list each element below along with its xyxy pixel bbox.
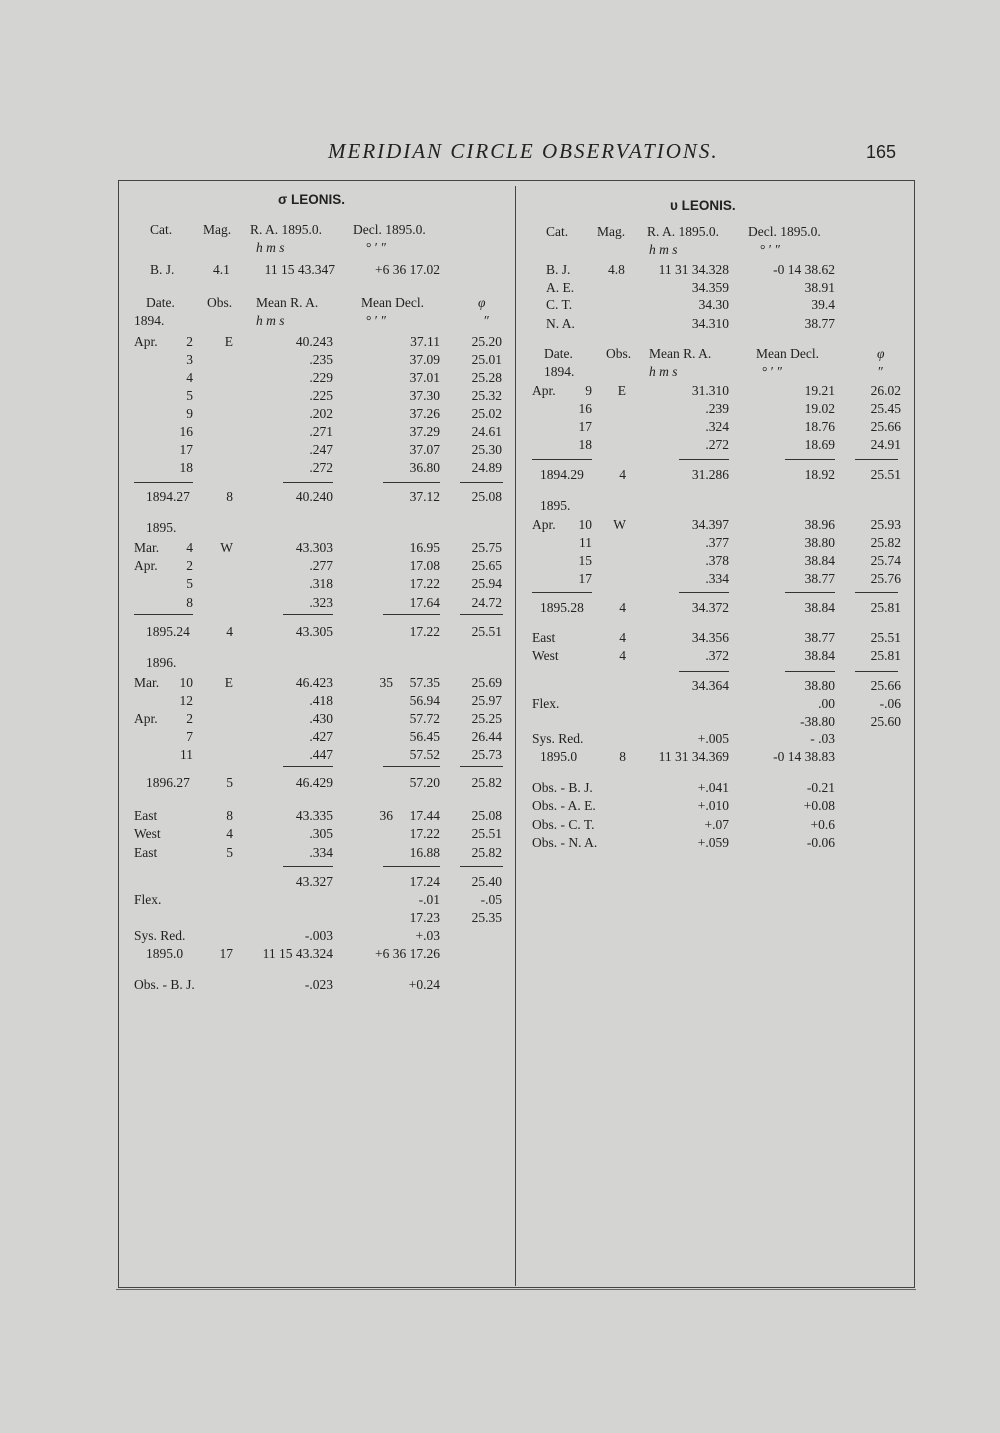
row-date: East	[134, 808, 158, 823]
row-obs: E	[617, 383, 626, 398]
row-phi: 25.02	[471, 406, 502, 421]
row-day: 17	[578, 419, 592, 434]
row-mean-decl: 17.23	[409, 910, 440, 925]
row-date: West	[134, 826, 161, 841]
cat-row-ra: 11 31 34.328	[658, 262, 729, 277]
row-mean-ra: +.005	[697, 731, 729, 746]
row-phi: 25.66	[870, 419, 901, 434]
header-phi: φ	[877, 346, 885, 361]
header-date: Date.	[146, 295, 175, 310]
row-day: 15	[578, 553, 592, 568]
row-mean-decl: 57.20	[409, 775, 440, 790]
star-name: υ LEONIS.	[670, 198, 736, 213]
row-mean-decl: 16.88	[409, 845, 440, 860]
row-obs: 4	[619, 648, 626, 663]
header-mag: Mag.	[597, 224, 626, 239]
sum-rule	[785, 459, 835, 460]
row-obs: 5	[226, 845, 233, 860]
row-day: 11	[579, 535, 592, 550]
row-phi: 25.66	[870, 678, 901, 693]
ra-units-2: h m s	[649, 364, 678, 379]
header-mean-decl: Mean Decl.	[361, 295, 424, 310]
row-mean-ra: .318	[309, 576, 333, 591]
row-obs: W	[220, 540, 233, 555]
row-day: 17	[179, 442, 193, 457]
cat-row-decl: -0 14 38.62	[773, 262, 835, 277]
row-mean-decl: +0.08	[803, 798, 835, 813]
row-phi: 25.82	[471, 775, 502, 790]
row-mean-decl: 17.22	[409, 826, 440, 841]
row-mean-ra: .447	[309, 747, 333, 762]
row-mean-decl: -38.80	[800, 714, 835, 729]
row-phi: 25.40	[471, 874, 502, 889]
header-mean-decl: Mean Decl.	[756, 346, 819, 361]
row-date: 1894.29	[540, 467, 584, 482]
row-date: Obs. - N. A.	[532, 835, 598, 850]
sum-rule	[679, 592, 729, 593]
header-mag: Mag.	[203, 222, 232, 237]
row-mean-decl: 37.26	[409, 406, 440, 421]
row-phi: -.06	[879, 696, 901, 711]
sum-rule	[283, 614, 333, 615]
row-obs: 8	[619, 749, 626, 764]
cat-row-decl: +6 36 17.02	[375, 262, 440, 277]
row-day: 11	[180, 747, 193, 762]
row-mean-decl: 38.84	[804, 553, 835, 568]
row-date: 1895.	[146, 520, 177, 535]
ra-units: h m s	[649, 242, 678, 257]
row-mean-ra: 11 31 34.369	[658, 749, 729, 764]
row-mean-ra: .324	[705, 419, 729, 434]
row-mean-ra: .377	[705, 535, 729, 550]
row-date: Obs. - B. J.	[532, 780, 593, 795]
row-date: 1895.	[540, 498, 571, 513]
cat-row-ra: 34.359	[691, 280, 729, 295]
sum-rule	[283, 482, 333, 483]
row-mean-ra: 40.240	[295, 489, 333, 504]
row-date: 1896.27	[146, 775, 190, 790]
row-mean-ra: 11 15 43.324	[262, 946, 333, 961]
row-date: 1895.28	[540, 600, 584, 615]
row-mean-decl: 37.30	[409, 388, 440, 403]
row-day: 4	[186, 370, 193, 385]
row-mean-ra: .271	[309, 424, 333, 439]
row-mean-ra: 40.243	[295, 334, 333, 349]
row-obs: 17	[219, 946, 233, 961]
row-phi: 26.02	[870, 383, 901, 398]
cat-row-cat: B. J.	[546, 262, 571, 277]
header-decl: Decl. 1895.0.	[748, 224, 821, 239]
row-day: 10	[179, 675, 193, 690]
column-divider	[515, 186, 516, 1286]
header-phi: φ	[478, 295, 486, 310]
sum-rule	[383, 614, 440, 615]
row-phi: 24.72	[471, 595, 502, 610]
row-day: 2	[186, 558, 193, 573]
row-date: 1895.0	[540, 749, 578, 764]
row-mean-decl: 36.80	[409, 460, 440, 475]
row-mean-ra: 43.335	[295, 808, 333, 823]
row-day: 16	[578, 401, 592, 416]
row-mean-ra: 43.305	[295, 624, 333, 639]
row-decl-deg: 35	[379, 675, 393, 690]
row-obs: 4	[619, 467, 626, 482]
page-number: 165	[866, 142, 897, 162]
sum-rule	[785, 592, 835, 593]
row-mean-decl: 37.07	[409, 442, 440, 457]
row-date: Apr.	[532, 383, 556, 398]
header-mean-ra: Mean R. A.	[649, 346, 712, 361]
row-phi: 25.35	[471, 910, 502, 925]
row-day: 16	[179, 424, 193, 439]
row-phi: 25.94	[471, 576, 502, 591]
cat-row-decl: 38.91	[804, 280, 835, 295]
row-phi: 25.76	[870, 571, 901, 586]
row-mean-decl: 17.22	[409, 624, 440, 639]
header-cat: Cat.	[546, 224, 569, 239]
row-mean-ra: -.003	[304, 928, 333, 943]
row-mean-decl: - .03	[810, 731, 835, 746]
row-date: Obs. - C. T.	[532, 817, 595, 832]
row-phi: 25.74	[870, 553, 901, 568]
row-mean-ra: .277	[309, 558, 333, 573]
row-phi: 25.69	[471, 675, 502, 690]
row-day: 7	[186, 729, 193, 744]
row-phi: 25.20	[471, 334, 502, 349]
row-date: Mar.	[134, 540, 160, 555]
row-mean-decl: 17.22	[409, 576, 440, 591]
sum-rule	[134, 614, 193, 615]
row-phi: 25.25	[471, 711, 502, 726]
phi-unit: ″	[484, 313, 490, 328]
row-mean-ra: 31.310	[691, 383, 729, 398]
row-date: West	[532, 648, 559, 663]
row-mean-decl: 38.84	[804, 648, 835, 663]
row-phi: 25.81	[870, 600, 901, 615]
row-mean-decl: 18.76	[804, 419, 835, 434]
row-mean-decl: 17.08	[409, 558, 440, 573]
row-mean-decl: 38.77	[804, 571, 835, 586]
cat-row-cat: B. J.	[150, 262, 175, 277]
row-mean-ra: .323	[309, 595, 333, 610]
row-mean-decl: 17.44	[409, 808, 440, 823]
row-obs: 4	[226, 826, 233, 841]
row-day: 17	[578, 571, 592, 586]
row-mean-decl: 37.12	[409, 489, 440, 504]
row-decl-deg: 36	[379, 808, 393, 823]
row-phi: 25.45	[870, 401, 901, 416]
row-mean-ra: .247	[309, 442, 333, 457]
row-mean-ra: .272	[309, 460, 333, 475]
row-mean-decl: 38.84	[804, 600, 835, 615]
row-mean-ra: +.07	[704, 817, 729, 832]
row-mean-decl: 16.95	[409, 540, 440, 555]
row-phi: -.05	[480, 892, 502, 907]
row-phi: 25.82	[870, 535, 901, 550]
header-ra: R. A. 1895.0.	[647, 224, 720, 239]
row-date: Obs. - B. J.	[134, 977, 195, 992]
row-day: 2	[186, 711, 193, 726]
row-day: 9	[186, 406, 193, 421]
row-date: East	[532, 630, 556, 645]
row-phi: 24.61	[471, 424, 502, 439]
row-mean-decl: 56.45	[409, 729, 440, 744]
sum-rule	[855, 592, 898, 593]
row-phi: 25.30	[471, 442, 502, 457]
row-date: 1895.0	[146, 946, 184, 961]
cat-row-mag: 4.1	[213, 262, 230, 277]
ra-units: h m s	[256, 240, 285, 255]
row-mean-decl: 56.94	[409, 693, 440, 708]
row-mean-ra: .430	[309, 711, 333, 726]
sum-rule	[383, 866, 440, 867]
row-date: Apr.	[134, 334, 158, 349]
row-date: 1896.	[146, 655, 177, 670]
row-mean-ra: 43.327	[295, 874, 333, 889]
row-mean-decl: 18.92	[804, 467, 835, 482]
row-mean-ra: +.041	[697, 780, 729, 795]
row-mean-ra: .378	[705, 553, 729, 568]
sum-rule	[134, 482, 193, 483]
cat-row-mag: 4.8	[608, 262, 625, 277]
year-label: 1894.	[134, 313, 165, 328]
row-obs: 4	[226, 624, 233, 639]
row-phi: 25.51	[870, 630, 901, 645]
row-mean-decl: 37.01	[409, 370, 440, 385]
cat-row-ra: 34.30	[698, 297, 729, 312]
sum-rule	[283, 866, 333, 867]
sum-rule	[855, 459, 898, 460]
row-phi: 25.01	[471, 352, 502, 367]
row-phi: 25.51	[471, 624, 502, 639]
row-mean-decl: 37.29	[409, 424, 440, 439]
cat-row-cat: A. E.	[546, 280, 575, 295]
row-mean-decl: -0.21	[806, 780, 835, 795]
row-phi: 25.08	[471, 489, 502, 504]
sum-rule	[460, 866, 503, 867]
row-mean-ra: .225	[309, 388, 333, 403]
row-date: Sys. Red.	[134, 928, 186, 943]
page-title: MERIDIAN CIRCLE OBSERVATIONS.	[328, 139, 719, 163]
row-obs: 8	[226, 489, 233, 504]
row-phi: 25.51	[471, 826, 502, 841]
row-mean-ra: .235	[309, 352, 333, 367]
cat-row-decl: 39.4	[811, 297, 835, 312]
ra-units-2: h m s	[256, 313, 285, 328]
row-mean-ra: 46.429	[295, 775, 333, 790]
row-mean-ra: +.010	[697, 798, 729, 813]
row-day: 4	[186, 540, 193, 555]
sum-rule	[855, 671, 898, 672]
row-mean-decl: 37.11	[410, 334, 440, 349]
row-mean-decl: 38.80	[804, 678, 835, 693]
row-mean-decl: +6 36 17.26	[375, 946, 440, 961]
header-cat: Cat.	[150, 222, 173, 237]
row-obs: 4	[619, 600, 626, 615]
row-day: 12	[179, 693, 193, 708]
row-mean-ra: 34.397	[691, 517, 729, 532]
header-mean-ra: Mean R. A.	[256, 295, 319, 310]
row-mean-decl: +0.24	[408, 977, 440, 992]
bottom-rule	[116, 1289, 916, 1290]
cat-row-ra: 34.310	[691, 316, 729, 331]
row-phi: 25.73	[471, 747, 502, 762]
phi-unit: ″	[878, 364, 884, 379]
sum-rule	[383, 482, 440, 483]
row-mean-decl: 17.24	[409, 874, 440, 889]
row-obs: W	[613, 517, 626, 532]
row-obs: 4	[619, 630, 626, 645]
sum-rule	[283, 766, 333, 767]
row-date: 1894.27	[146, 489, 190, 504]
row-date: Sys. Red.	[532, 731, 584, 746]
row-date: Mar.	[134, 675, 160, 690]
row-mean-decl: 19.21	[804, 383, 835, 398]
row-phi: 25.32	[471, 388, 502, 403]
header-ra: R. A. 1895.0.	[250, 222, 323, 237]
header-decl: Decl. 1895.0.	[353, 222, 426, 237]
row-mean-decl: +0.6	[810, 817, 835, 832]
row-phi: 25.97	[471, 693, 502, 708]
row-mean-ra: .427	[309, 729, 333, 744]
decl-units-2: ° ′ ″	[762, 364, 783, 379]
row-mean-ra: +.059	[697, 835, 729, 850]
row-phi: 25.51	[870, 467, 901, 482]
cat-row-cat: N. A.	[546, 316, 575, 331]
row-day: 2	[186, 334, 193, 349]
row-mean-decl: 38.80	[804, 535, 835, 550]
row-day: 9	[585, 383, 592, 398]
cat-row-ra: 11 15 43.347	[264, 262, 335, 277]
row-mean-decl: 37.09	[409, 352, 440, 367]
year-label: 1894.	[544, 364, 575, 379]
row-mean-ra: .229	[309, 370, 333, 385]
sum-rule	[679, 459, 729, 460]
row-day: 5	[186, 388, 193, 403]
sum-rule	[460, 614, 503, 615]
sum-rule	[460, 482, 503, 483]
row-mean-decl: 57.35	[409, 675, 440, 690]
sum-rule	[785, 671, 835, 672]
star-name: σ LEONIS.	[278, 192, 345, 207]
row-date: Flex.	[134, 892, 162, 907]
row-phi: 25.08	[471, 808, 502, 823]
row-mean-decl: 38.77	[804, 630, 835, 645]
row-phi: 25.93	[870, 517, 901, 532]
row-mean-ra: .202	[309, 406, 333, 421]
decl-units-2: ° ′ ″	[366, 313, 387, 328]
row-mean-ra: .334	[705, 571, 729, 586]
row-phi: 26.44	[471, 729, 502, 744]
row-obs: 5	[226, 775, 233, 790]
row-day: 10	[578, 517, 592, 532]
cat-row-cat: C. T.	[546, 297, 573, 312]
header-obs: Obs.	[207, 295, 233, 310]
row-mean-ra: 34.364	[691, 678, 729, 693]
row-obs: 8	[226, 808, 233, 823]
row-mean-decl: 38.96	[804, 517, 835, 532]
row-phi: 25.75	[471, 540, 502, 555]
cat-row-decl: 38.77	[804, 316, 835, 331]
row-mean-ra: -.023	[304, 977, 333, 992]
row-day: 3	[186, 352, 193, 367]
row-date: East	[134, 845, 158, 860]
row-day: 5	[186, 576, 193, 591]
row-mean-ra: .418	[309, 693, 333, 708]
row-date: Apr.	[134, 711, 158, 726]
row-mean-decl: 17.64	[409, 595, 440, 610]
row-phi: 25.81	[870, 648, 901, 663]
row-day: 18	[179, 460, 193, 475]
row-mean-decl: .00	[818, 696, 835, 711]
row-mean-ra: 46.423	[295, 675, 333, 690]
decl-units: ° ′ ″	[760, 242, 781, 257]
row-date: Flex.	[532, 696, 560, 711]
row-mean-ra: 34.372	[691, 600, 729, 615]
sum-rule	[679, 671, 729, 672]
header-obs: Obs.	[606, 346, 632, 361]
row-mean-decl: 57.72	[409, 711, 440, 726]
row-mean-ra: 31.286	[691, 467, 729, 482]
sum-rule	[460, 766, 503, 767]
row-mean-ra: .372	[705, 648, 729, 663]
row-phi: 25.65	[471, 558, 502, 573]
decl-units: ° ′ ″	[366, 240, 387, 255]
row-phi: 24.89	[471, 460, 502, 475]
row-mean-ra: 34.356	[691, 630, 729, 645]
row-date: Apr.	[134, 558, 158, 573]
row-day: 18	[578, 437, 592, 452]
row-mean-decl: -0 14 38.83	[773, 749, 835, 764]
row-day: 8	[186, 595, 193, 610]
row-mean-decl: 19.02	[804, 401, 835, 416]
row-mean-ra: 43.303	[295, 540, 333, 555]
row-mean-decl: -0.06	[806, 835, 835, 850]
sum-rule	[532, 459, 592, 460]
sum-rule	[383, 766, 440, 767]
row-phi: 25.82	[471, 845, 502, 860]
row-mean-ra: .272	[705, 437, 729, 452]
sum-rule	[532, 592, 592, 593]
row-mean-ra: .239	[705, 401, 729, 416]
row-obs: E	[224, 334, 233, 349]
row-mean-ra: .305	[309, 826, 333, 841]
row-mean-ra: .334	[309, 845, 333, 860]
row-phi: 24.91	[870, 437, 901, 452]
row-mean-decl: 57.52	[409, 747, 440, 762]
row-mean-decl: -.01	[418, 892, 440, 907]
row-phi: 25.28	[471, 370, 502, 385]
header-date: Date.	[544, 346, 573, 361]
row-mean-decl: 18.69	[804, 437, 835, 452]
row-phi: 25.60	[870, 714, 901, 729]
row-date: 1895.24	[146, 624, 190, 639]
row-date: Apr.	[532, 517, 556, 532]
row-mean-decl: +.03	[415, 928, 440, 943]
row-obs: E	[224, 675, 233, 690]
row-date: Obs. - A. E.	[532, 798, 596, 813]
